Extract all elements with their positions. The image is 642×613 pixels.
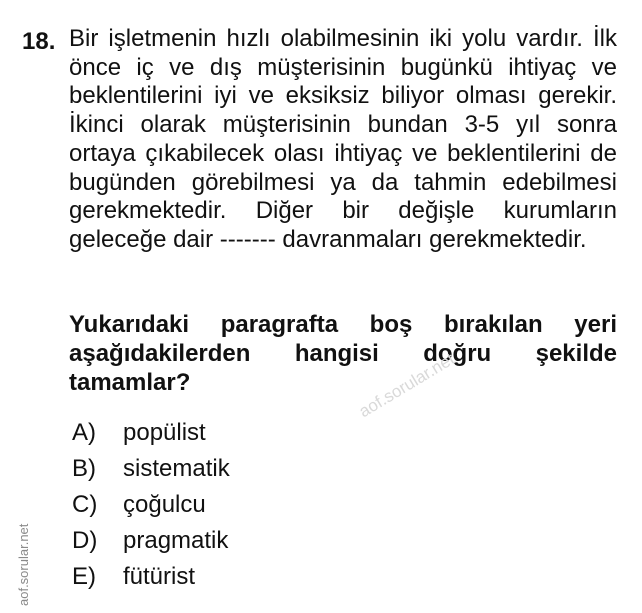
option-d[interactable]	[72, 526, 230, 562]
option-a[interactable]	[72, 418, 230, 454]
question-number: 18.	[22, 28, 56, 55]
option-letter: C)	[72, 491, 98, 518]
option-letter: D)	[72, 527, 98, 554]
option-c[interactable]	[72, 490, 230, 526]
answer-options	[72, 418, 230, 598]
side-watermark: aof.sorular.net	[16, 523, 31, 606]
option-text: çoğulcu	[123, 491, 206, 518]
option-text: sistematik	[123, 455, 230, 482]
option-text: fütürist	[123, 563, 196, 590]
option-letter: A)	[72, 419, 96, 446]
center-watermark: aof.sorular.net	[355, 349, 458, 422]
option-letter: E)	[72, 563, 96, 590]
option-text: popülist	[123, 419, 206, 446]
question-paragraph: Bir işletmenin hızlı olabilmesinin iki yolu vardır. İlk önce iç ve dış müşterisinin bugünkü ihtiyaç ve beklentilerini iyi ve eksiksiz biliyor olması gerekir. İkinci olarak müşterisinin bundan 3-5 yıl sonra ortaya çıkabilecek olası ihtiyaç ve beklentilerini de bugünden görebilmesi ya da tahmin edebilmesi gerekmektedir. Diğer bir değişle kurumların geleceğe dair ------- davranmaları gerekmektedir.	[69, 25, 617, 253]
option-e[interactable]	[72, 562, 230, 598]
option-b[interactable]	[72, 454, 230, 490]
option-text: pragmatik	[123, 527, 229, 554]
question-stem: Yukarıdaki paragrafta boş bırakılan yeri aşağıdakilerden hangisi doğru şekilde tamamlar?	[69, 311, 617, 396]
option-letter: B)	[72, 455, 96, 482]
